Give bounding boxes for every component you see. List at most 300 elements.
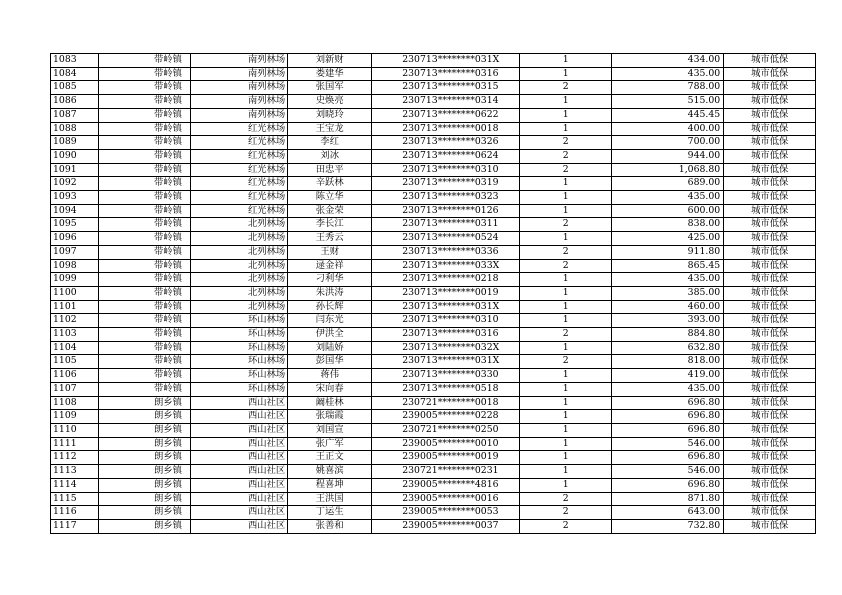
assistance-type-cell: 城市低保 [724, 506, 816, 520]
amount-cell: 419.00 [612, 369, 724, 383]
id-number-cell: 230713********0518 [372, 382, 520, 396]
name-cell: 王财 [288, 245, 372, 259]
amount-cell: 445.45 [612, 108, 724, 122]
name-cell: 张金荣 [288, 204, 372, 218]
id-number-cell: 230713********0316 [372, 328, 520, 342]
town-cell: 带岭镇 [99, 314, 191, 328]
id-number-cell: 230713********0524 [372, 232, 520, 246]
town-cell: 带岭镇 [99, 259, 191, 273]
household-count-cell: 1 [520, 232, 612, 246]
table-row [51, 245, 816, 259]
household-count-cell: 1 [520, 478, 612, 492]
amount-cell: 632.80 [612, 341, 724, 355]
amount-cell: 944.00 [612, 149, 724, 163]
assistance-type-cell: 城市低保 [724, 232, 816, 246]
serial-number-cell: 1115 [51, 492, 99, 506]
id-number-cell: 230713********0018 [372, 122, 520, 136]
table-row [51, 122, 816, 136]
amount-cell: 788.00 [612, 81, 724, 95]
town-cell: 带岭镇 [99, 163, 191, 177]
amount-cell: 643.00 [612, 506, 724, 520]
village-cell: 南列林场 [191, 54, 288, 68]
village-cell: 南列林场 [191, 67, 288, 81]
id-number-cell: 239005********4816 [372, 478, 520, 492]
town-cell: 带岭镇 [99, 273, 191, 287]
serial-number-cell: 1086 [51, 95, 99, 109]
name-cell: 李长江 [288, 218, 372, 232]
table-row [51, 259, 816, 273]
table-row [51, 273, 816, 287]
name-cell: 陈立华 [288, 191, 372, 205]
serial-number-cell: 1116 [51, 506, 99, 520]
household-count-cell: 2 [520, 492, 612, 506]
table-row [51, 218, 816, 232]
serial-number-cell: 1089 [51, 136, 99, 150]
name-cell: 姚喜滨 [288, 465, 372, 479]
table-row [51, 369, 816, 383]
serial-number-cell: 1085 [51, 81, 99, 95]
table-row [51, 328, 816, 342]
name-cell: 刘冰 [288, 149, 372, 163]
name-cell: 王正文 [288, 451, 372, 465]
household-count-cell: 1 [520, 382, 612, 396]
id-number-cell: 230721********0231 [372, 465, 520, 479]
serial-number-cell: 1114 [51, 478, 99, 492]
amount-cell: 884.80 [612, 328, 724, 342]
id-number-cell: 230713********0330 [372, 369, 520, 383]
town-cell: 带岭镇 [99, 149, 191, 163]
name-cell: 阚桂林 [288, 396, 372, 410]
serial-number-cell: 1101 [51, 300, 99, 314]
table-row [51, 95, 816, 109]
household-count-cell: 2 [520, 519, 612, 533]
household-count-cell: 1 [520, 396, 612, 410]
town-cell: 带岭镇 [99, 67, 191, 81]
household-count-cell: 2 [520, 136, 612, 150]
town-cell: 带岭镇 [99, 177, 191, 191]
id-number-cell: 230713********031X [372, 355, 520, 369]
id-number-cell: 230713********031X [372, 54, 520, 68]
data-table [50, 53, 816, 534]
town-cell: 带岭镇 [99, 95, 191, 109]
household-count-cell: 1 [520, 314, 612, 328]
assistance-type-cell: 城市低保 [724, 259, 816, 273]
serial-number-cell: 1087 [51, 108, 99, 122]
serial-number-cell: 1117 [51, 519, 99, 533]
table-body [51, 54, 816, 534]
table-row [51, 54, 816, 68]
village-cell: 环山林场 [191, 314, 288, 328]
assistance-type-cell: 城市低保 [724, 300, 816, 314]
village-cell: 西山社区 [191, 423, 288, 437]
household-count-cell: 2 [520, 149, 612, 163]
name-cell: 史焕亮 [288, 95, 372, 109]
assistance-type-cell: 城市低保 [724, 218, 816, 232]
table-row [51, 67, 816, 81]
town-cell: 带岭镇 [99, 191, 191, 205]
village-cell: 北列林场 [191, 245, 288, 259]
amount-cell: 515.00 [612, 95, 724, 109]
assistance-type-cell: 城市低保 [724, 177, 816, 191]
serial-number-cell: 1084 [51, 67, 99, 81]
id-number-cell: 230713********0316 [372, 67, 520, 81]
village-cell: 西山社区 [191, 506, 288, 520]
town-cell: 朗乡镇 [99, 465, 191, 479]
town-cell: 带岭镇 [99, 54, 191, 68]
household-count-cell: 1 [520, 95, 612, 109]
name-cell: 彭国华 [288, 355, 372, 369]
amount-cell: 1,068.80 [612, 163, 724, 177]
name-cell: 辛跃林 [288, 177, 372, 191]
name-cell: 宋向春 [288, 382, 372, 396]
household-count-cell: 1 [520, 108, 612, 122]
assistance-type-cell: 城市低保 [724, 328, 816, 342]
table-row [51, 136, 816, 150]
village-cell: 西山社区 [191, 410, 288, 424]
name-cell: 王宝龙 [288, 122, 372, 136]
table-row [51, 437, 816, 451]
village-cell: 南列林场 [191, 108, 288, 122]
assistance-type-cell: 城市低保 [724, 67, 816, 81]
village-cell: 环山林场 [191, 369, 288, 383]
id-number-cell: 230713********0323 [372, 191, 520, 205]
serial-number-cell: 1093 [51, 191, 99, 205]
table-row [51, 300, 816, 314]
serial-number-cell: 1097 [51, 245, 99, 259]
id-number-cell: 230713********0019 [372, 286, 520, 300]
assistance-type-cell: 城市低保 [724, 108, 816, 122]
assistance-type-cell: 城市低保 [724, 273, 816, 287]
town-cell: 带岭镇 [99, 341, 191, 355]
household-count-cell: 1 [520, 300, 612, 314]
amount-cell: 696.80 [612, 451, 724, 465]
table-row [51, 232, 816, 246]
assistance-type-cell: 城市低保 [724, 410, 816, 424]
id-number-cell: 230713********033X [372, 259, 520, 273]
name-cell: 闫东光 [288, 314, 372, 328]
household-count-cell: 1 [520, 437, 612, 451]
name-cell: 张善和 [288, 519, 372, 533]
household-count-cell: 2 [520, 506, 612, 520]
id-number-cell: 239005********0019 [372, 451, 520, 465]
amount-cell: 460.00 [612, 300, 724, 314]
village-cell: 北列林场 [191, 286, 288, 300]
table-row [51, 81, 816, 95]
id-number-cell: 230713********0326 [372, 136, 520, 150]
village-cell: 北列林场 [191, 259, 288, 273]
amount-cell: 696.80 [612, 423, 724, 437]
id-number-cell: 239005********0010 [372, 437, 520, 451]
serial-number-cell: 1107 [51, 382, 99, 396]
id-number-cell: 230713********032X [372, 341, 520, 355]
table-row [51, 396, 816, 410]
town-cell: 带岭镇 [99, 232, 191, 246]
village-cell: 北列林场 [191, 273, 288, 287]
table-row [51, 506, 816, 520]
serial-number-cell: 1105 [51, 355, 99, 369]
serial-number-cell: 1109 [51, 410, 99, 424]
assistance-type-cell: 城市低保 [724, 136, 816, 150]
town-cell: 朗乡镇 [99, 519, 191, 533]
name-cell: 伊洪全 [288, 328, 372, 342]
table-row [51, 177, 816, 191]
household-count-cell: 2 [520, 259, 612, 273]
amount-cell: 865.45 [612, 259, 724, 273]
name-cell: 刁利华 [288, 273, 372, 287]
serial-number-cell: 1111 [51, 437, 99, 451]
name-cell: 田忠平 [288, 163, 372, 177]
assistance-type-cell: 城市低保 [724, 191, 816, 205]
id-number-cell: 230721********0250 [372, 423, 520, 437]
town-cell: 带岭镇 [99, 382, 191, 396]
assistance-type-cell: 城市低保 [724, 396, 816, 410]
amount-cell: 732.80 [612, 519, 724, 533]
id-number-cell: 239005********0053 [372, 506, 520, 520]
name-cell: 蒋伟 [288, 369, 372, 383]
id-number-cell: 230713********0315 [372, 81, 520, 95]
amount-cell: 435.00 [612, 273, 724, 287]
table-row [51, 191, 816, 205]
name-cell: 娄建华 [288, 67, 372, 81]
amount-cell: 385.00 [612, 286, 724, 300]
town-cell: 带岭镇 [99, 328, 191, 342]
serial-number-cell: 1099 [51, 273, 99, 287]
village-cell: 南列林场 [191, 95, 288, 109]
town-cell: 带岭镇 [99, 81, 191, 95]
id-number-cell: 230713********0319 [372, 177, 520, 191]
assistance-type-cell: 城市低保 [724, 314, 816, 328]
village-cell: 环山林场 [191, 341, 288, 355]
name-cell: 孙长辉 [288, 300, 372, 314]
village-cell: 北列林场 [191, 232, 288, 246]
amount-cell: 818.00 [612, 355, 724, 369]
assistance-type-cell: 城市低保 [724, 81, 816, 95]
spreadsheet-page [50, 53, 816, 534]
household-count-cell: 1 [520, 204, 612, 218]
name-cell: 丁运生 [288, 506, 372, 520]
village-cell: 西山社区 [191, 478, 288, 492]
household-count-cell: 1 [520, 369, 612, 383]
village-cell: 红光林场 [191, 204, 288, 218]
town-cell: 朗乡镇 [99, 451, 191, 465]
serial-number-cell: 1102 [51, 314, 99, 328]
serial-number-cell: 1092 [51, 177, 99, 191]
village-cell: 西山社区 [191, 451, 288, 465]
assistance-type-cell: 城市低保 [724, 122, 816, 136]
id-number-cell: 230713********0310 [372, 314, 520, 328]
table-row [51, 382, 816, 396]
household-count-cell: 1 [520, 273, 612, 287]
table-row [51, 451, 816, 465]
table-row [51, 478, 816, 492]
id-number-cell: 230721********0018 [372, 396, 520, 410]
table-row [51, 163, 816, 177]
assistance-type-cell: 城市低保 [724, 423, 816, 437]
serial-number-cell: 1091 [51, 163, 99, 177]
assistance-type-cell: 城市低保 [724, 341, 816, 355]
serial-number-cell: 1094 [51, 204, 99, 218]
serial-number-cell: 1112 [51, 451, 99, 465]
name-cell: 朱洪涛 [288, 286, 372, 300]
town-cell: 带岭镇 [99, 218, 191, 232]
town-cell: 带岭镇 [99, 108, 191, 122]
village-cell: 环山林场 [191, 355, 288, 369]
amount-cell: 696.80 [612, 478, 724, 492]
amount-cell: 435.00 [612, 382, 724, 396]
household-count-cell: 2 [520, 163, 612, 177]
id-number-cell: 230713********0218 [372, 273, 520, 287]
town-cell: 带岭镇 [99, 355, 191, 369]
town-cell: 朗乡镇 [99, 437, 191, 451]
household-count-cell: 1 [520, 54, 612, 68]
town-cell: 朗乡镇 [99, 478, 191, 492]
id-number-cell: 239005********0228 [372, 410, 520, 424]
serial-number-cell: 1103 [51, 328, 99, 342]
amount-cell: 700.00 [612, 136, 724, 150]
amount-cell: 425.00 [612, 232, 724, 246]
id-number-cell: 230713********0624 [372, 149, 520, 163]
table-row [51, 286, 816, 300]
household-count-cell: 2 [520, 328, 612, 342]
household-count-cell: 1 [520, 451, 612, 465]
town-cell: 带岭镇 [99, 369, 191, 383]
assistance-type-cell: 城市低保 [724, 369, 816, 383]
serial-number-cell: 1088 [51, 122, 99, 136]
household-count-cell: 1 [520, 423, 612, 437]
table-row [51, 355, 816, 369]
name-cell: 张国军 [288, 81, 372, 95]
table-row [51, 519, 816, 533]
serial-number-cell: 1095 [51, 218, 99, 232]
amount-cell: 911.80 [612, 245, 724, 259]
amount-cell: 546.00 [612, 465, 724, 479]
assistance-type-cell: 城市低保 [724, 54, 816, 68]
village-cell: 红光林场 [191, 149, 288, 163]
town-cell: 带岭镇 [99, 204, 191, 218]
assistance-type-cell: 城市低保 [724, 437, 816, 451]
assistance-type-cell: 城市低保 [724, 382, 816, 396]
serial-number-cell: 1113 [51, 465, 99, 479]
table-row [51, 423, 816, 437]
serial-number-cell: 1100 [51, 286, 99, 300]
id-number-cell: 230713********0126 [372, 204, 520, 218]
village-cell: 北列林场 [191, 300, 288, 314]
town-cell: 带岭镇 [99, 122, 191, 136]
town-cell: 带岭镇 [99, 286, 191, 300]
town-cell: 朗乡镇 [99, 410, 191, 424]
table-row [51, 341, 816, 355]
name-cell: 张广军 [288, 437, 372, 451]
name-cell: 张瑞霞 [288, 410, 372, 424]
amount-cell: 838.00 [612, 218, 724, 232]
amount-cell: 435.00 [612, 191, 724, 205]
village-cell: 红光林场 [191, 122, 288, 136]
village-cell: 南列林场 [191, 81, 288, 95]
id-number-cell: 230713********0311 [372, 218, 520, 232]
town-cell: 带岭镇 [99, 245, 191, 259]
town-cell: 朗乡镇 [99, 396, 191, 410]
household-count-cell: 1 [520, 465, 612, 479]
village-cell: 西山社区 [191, 396, 288, 410]
name-cell: 刘晓玲 [288, 108, 372, 122]
amount-cell: 546.00 [612, 437, 724, 451]
name-cell: 刘新财 [288, 54, 372, 68]
name-cell: 王秀云 [288, 232, 372, 246]
assistance-type-cell: 城市低保 [724, 163, 816, 177]
household-count-cell: 1 [520, 177, 612, 191]
amount-cell: 434.00 [612, 54, 724, 68]
table-row [51, 149, 816, 163]
village-cell: 环山林场 [191, 382, 288, 396]
id-number-cell: 230713********0336 [372, 245, 520, 259]
village-cell: 北列林场 [191, 218, 288, 232]
serial-number-cell: 1108 [51, 396, 99, 410]
table-row [51, 108, 816, 122]
town-cell: 带岭镇 [99, 136, 191, 150]
household-count-cell: 2 [520, 355, 612, 369]
assistance-type-cell: 城市低保 [724, 519, 816, 533]
household-count-cell: 1 [520, 410, 612, 424]
household-count-cell: 2 [520, 245, 612, 259]
town-cell: 朗乡镇 [99, 506, 191, 520]
name-cell: 李红 [288, 136, 372, 150]
table-row [51, 492, 816, 506]
town-cell: 带岭镇 [99, 300, 191, 314]
serial-number-cell: 1098 [51, 259, 99, 273]
village-cell: 红光林场 [191, 136, 288, 150]
id-number-cell: 230713********031X [372, 300, 520, 314]
name-cell: 刘国宣 [288, 423, 372, 437]
name-cell: 王洪国 [288, 492, 372, 506]
household-count-cell: 1 [520, 191, 612, 205]
name-cell: 程喜坤 [288, 478, 372, 492]
village-cell: 红光林场 [191, 163, 288, 177]
id-number-cell: 239005********0016 [372, 492, 520, 506]
amount-cell: 871.80 [612, 492, 724, 506]
table-row [51, 410, 816, 424]
household-count-cell: 1 [520, 122, 612, 136]
village-cell: 红光林场 [191, 177, 288, 191]
amount-cell: 689.00 [612, 177, 724, 191]
village-cell: 西山社区 [191, 465, 288, 479]
serial-number-cell: 1083 [51, 54, 99, 68]
serial-number-cell: 1110 [51, 423, 99, 437]
village-cell: 西山社区 [191, 437, 288, 451]
village-cell: 红光林场 [191, 191, 288, 205]
id-number-cell: 239005********0037 [372, 519, 520, 533]
assistance-type-cell: 城市低保 [724, 204, 816, 218]
amount-cell: 696.80 [612, 410, 724, 424]
household-count-cell: 1 [520, 341, 612, 355]
amount-cell: 393.00 [612, 314, 724, 328]
serial-number-cell: 1096 [51, 232, 99, 246]
serial-number-cell: 1106 [51, 369, 99, 383]
id-number-cell: 230713********0622 [372, 108, 520, 122]
household-count-cell: 1 [520, 67, 612, 81]
table-row [51, 204, 816, 218]
table-row [51, 314, 816, 328]
town-cell: 朗乡镇 [99, 492, 191, 506]
town-cell: 朗乡镇 [99, 423, 191, 437]
assistance-type-cell: 城市低保 [724, 465, 816, 479]
name-cell: 逯金祥 [288, 259, 372, 273]
assistance-type-cell: 城市低保 [724, 355, 816, 369]
village-cell: 环山林场 [191, 328, 288, 342]
id-number-cell: 230713********0310 [372, 163, 520, 177]
assistance-type-cell: 城市低保 [724, 451, 816, 465]
serial-number-cell: 1090 [51, 149, 99, 163]
village-cell: 西山社区 [191, 519, 288, 533]
